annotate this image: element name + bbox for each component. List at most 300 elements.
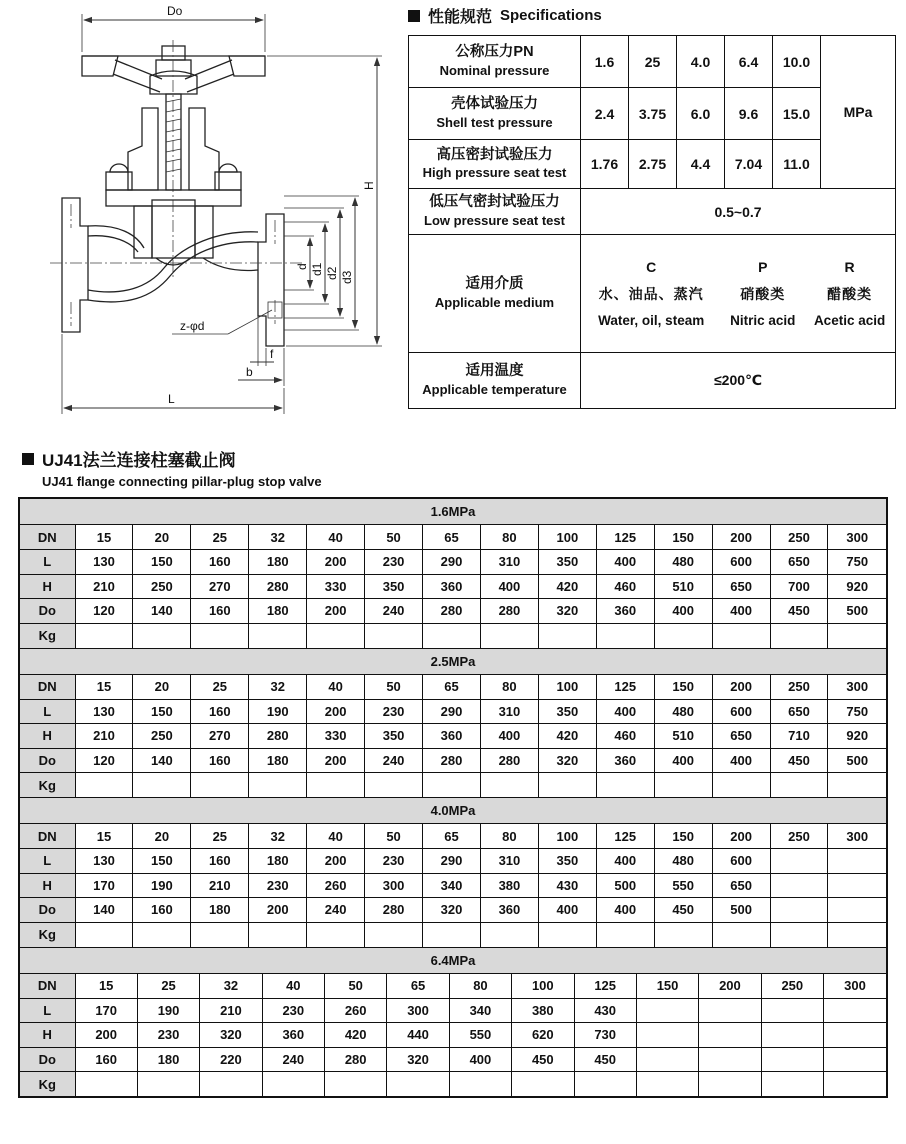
spec-value-cell: 0.5~0.7 <box>581 189 896 235</box>
spec-value-cell: 11.0 <box>773 140 821 189</box>
row-label-cell: DN <box>20 675 75 700</box>
dimension-value-cell: 420 <box>325 1023 387 1048</box>
dimension-value-cell: 290 <box>423 699 481 724</box>
pressure-class-header: 6.4MPa <box>20 948 886 974</box>
dimension-value-cell: 100 <box>538 675 596 700</box>
dimension-value-cell: 330 <box>307 724 365 749</box>
dimension-value-cell: 260 <box>307 873 365 898</box>
dimension-value-cell <box>596 922 654 947</box>
dimension-value-cell: 170 <box>75 873 133 898</box>
dimension-value-cell: 400 <box>480 724 538 749</box>
table-row <box>20 998 886 1023</box>
valve-drawing <box>22 0 402 438</box>
dimension-value-cell: 250 <box>770 675 828 700</box>
row-label-cell: Do <box>20 748 75 773</box>
top-section <box>0 0 906 438</box>
dimension-value-cell: 420 <box>538 574 596 599</box>
label-en: Low pressure seat test <box>424 212 565 228</box>
dimension-value-cell <box>596 773 654 798</box>
dimension-value-cell: 650 <box>770 699 828 724</box>
dimension-value-cell: 310 <box>480 849 538 874</box>
dimension-value-cell: 280 <box>480 748 538 773</box>
dimension-value-cell <box>249 623 307 648</box>
dimension-value-cell: 200 <box>75 1023 137 1048</box>
dimension-value-cell <box>137 1072 199 1097</box>
dimension-value-cell: 210 <box>75 574 133 599</box>
spec-value-cell: 9.6 <box>725 88 773 140</box>
dimension-value-cell <box>828 849 886 874</box>
dimension-value-cell <box>636 1047 698 1072</box>
dimension-value-cell: 230 <box>365 699 423 724</box>
dimension-value-cell: 20 <box>133 525 191 550</box>
dim-label-d3: d3 <box>340 270 354 284</box>
medium-code: R <box>844 259 855 275</box>
dimension-value-cell <box>75 922 133 947</box>
dimension-value-cell <box>770 922 828 947</box>
dimension-value-cell <box>824 1072 887 1097</box>
table-row <box>20 623 886 648</box>
dimension-value-cell: 650 <box>712 873 770 898</box>
table-row <box>20 1072 886 1097</box>
dimension-value-cell <box>699 1047 761 1072</box>
dimension-value-cell: 280 <box>480 599 538 624</box>
dimension-value-cell: 320 <box>200 1023 262 1048</box>
dimension-value-cell: 440 <box>387 1023 449 1048</box>
dimension-value-cell: 230 <box>137 1023 199 1048</box>
product-title-cn: UJ41法兰连接柱塞截止阀 <box>42 451 236 470</box>
dimension-value-cell: 20 <box>133 675 191 700</box>
dim-label-d2: d2 <box>325 266 339 280</box>
dimension-value-cell: 450 <box>574 1047 636 1072</box>
spec-value-cell: 2.4 <box>581 88 629 140</box>
dimension-value-cell <box>770 623 828 648</box>
dim-label-l: L <box>168 392 175 406</box>
dimension-value-cell: 260 <box>325 998 387 1023</box>
dimension-value-cell: 430 <box>538 873 596 898</box>
label-cn: 公称压力PN <box>455 44 534 61</box>
dimension-value-cell <box>538 623 596 648</box>
dimension-value-cell: 200 <box>712 525 770 550</box>
row-label-cell: H <box>20 724 75 749</box>
dimension-value-cell <box>636 1072 698 1097</box>
unit-cell: MPa <box>821 36 896 189</box>
dimension-value-cell <box>761 1047 823 1072</box>
dimension-value-cell: 25 <box>191 525 249 550</box>
dimension-value-cell: 350 <box>538 849 596 874</box>
dimension-value-cell: 100 <box>538 824 596 849</box>
dimension-value-cell: 50 <box>325 974 387 999</box>
specifications-title-cn: 性能规范 <box>428 9 493 26</box>
spec-value-cell: 6.4 <box>725 36 773 88</box>
dimension-value-cell <box>423 922 481 947</box>
table-row <box>20 550 886 575</box>
dim-label-d: d <box>295 263 309 270</box>
table-row <box>20 873 886 898</box>
dimension-value-cell: 180 <box>249 550 307 575</box>
label-en: Applicable temperature <box>422 381 567 397</box>
dimension-value-cell: 920 <box>828 574 886 599</box>
dimension-value-cell <box>654 773 712 798</box>
dimension-value-cell <box>824 1023 887 1048</box>
dimension-value-cell: 750 <box>828 699 886 724</box>
dimension-value-cell: 230 <box>249 873 307 898</box>
spec-value-cell: 6.0 <box>677 88 725 140</box>
dimension-value-cell: 450 <box>512 1047 574 1072</box>
dimension-value-cell: 150 <box>654 675 712 700</box>
dimension-value-cell: 310 <box>480 550 538 575</box>
dimension-value-cell: 140 <box>133 748 191 773</box>
row-label-cell: L <box>20 699 75 724</box>
spec-value-cell: 3.75 <box>629 88 677 140</box>
row-label-cell: DN <box>20 525 75 550</box>
spec-value-cell: 10.0 <box>773 36 821 88</box>
medium-code: P <box>758 259 768 275</box>
dimension-value-cell: 50 <box>365 525 423 550</box>
dimension-value-cell: 500 <box>596 873 654 898</box>
spec-row-label <box>409 353 581 409</box>
dimension-value-cell: 210 <box>191 873 249 898</box>
dimension-value-cell: 240 <box>365 599 423 624</box>
dimension-value-cell: 290 <box>423 849 481 874</box>
dimension-value-cell: 160 <box>75 1047 137 1072</box>
square-bullet-icon <box>22 453 34 465</box>
dimension-value-cell: 190 <box>137 998 199 1023</box>
row-label-cell: DN <box>20 974 75 999</box>
table-row <box>20 525 886 550</box>
dimension-value-cell: 400 <box>596 898 654 923</box>
medium-en: Nitric acid <box>730 313 796 328</box>
dimension-value-cell: 230 <box>365 849 423 874</box>
table-row <box>20 724 886 749</box>
dimension-value-cell: 50 <box>365 675 423 700</box>
dimension-value-cell: 500 <box>828 748 886 773</box>
dimension-value-cell <box>365 922 423 947</box>
row-label-cell: Kg <box>20 623 75 648</box>
dimension-value-cell: 450 <box>654 898 712 923</box>
spec-row-label <box>409 189 581 235</box>
product-title-en: UJ41 flange connecting pillar-plug stop valve <box>42 474 322 489</box>
dimension-value-cell: 240 <box>307 898 365 923</box>
dimension-value-cell: 15 <box>75 525 133 550</box>
dim-label-d1: d1 <box>310 262 324 276</box>
dimension-value-cell <box>770 849 828 874</box>
table-row <box>20 824 886 849</box>
dimension-value-cell: 400 <box>596 550 654 575</box>
label-en: Applicable medium <box>434 294 555 310</box>
dimension-value-cell: 360 <box>480 898 538 923</box>
dimension-value-cell: 190 <box>249 699 307 724</box>
dimension-value-cell: 330 <box>307 574 365 599</box>
dimension-value-cell: 65 <box>423 675 481 700</box>
dimension-value-cell: 250 <box>133 724 191 749</box>
dimension-value-cell: 710 <box>770 724 828 749</box>
dimension-value-cell: 460 <box>596 574 654 599</box>
dimension-value-cell <box>636 998 698 1023</box>
dimension-value-cell: 160 <box>191 699 249 724</box>
dimension-value-cell: 480 <box>654 849 712 874</box>
dimension-value-cell: 50 <box>365 824 423 849</box>
dimension-value-cell: 15 <box>75 974 137 999</box>
dimension-value-cell: 320 <box>387 1047 449 1072</box>
dimension-value-cell: 120 <box>75 748 133 773</box>
dimension-value-cell: 200 <box>307 849 365 874</box>
dimension-value-cell: 180 <box>137 1047 199 1072</box>
dimension-value-cell <box>133 623 191 648</box>
row-label-cell: Kg <box>20 922 75 947</box>
dimension-value-cell <box>761 998 823 1023</box>
dimension-value-cell: 920 <box>828 724 886 749</box>
pressure-class-header: 2.5MPa <box>20 649 886 675</box>
label-en: Nominal pressure <box>439 62 550 78</box>
label-en: High pressure seat test <box>422 165 567 181</box>
dimension-value-cell <box>761 1072 823 1097</box>
dimension-value-cell: 25 <box>191 824 249 849</box>
dimension-value-cell <box>828 623 886 648</box>
dimension-value-cell: 40 <box>262 974 324 999</box>
dimension-value-cell: 270 <box>191 574 249 599</box>
dimension-value-cell: 250 <box>761 974 823 999</box>
dimension-table <box>20 824 886 947</box>
dimension-value-cell <box>699 998 761 1023</box>
row-label-cell: H <box>20 574 75 599</box>
dimension-value-cell: 15 <box>75 675 133 700</box>
dimension-value-cell: 32 <box>249 525 307 550</box>
dimension-value-cell <box>480 773 538 798</box>
dimension-value-cell: 80 <box>480 525 538 550</box>
dimension-value-cell <box>307 922 365 947</box>
dimension-value-cell <box>191 773 249 798</box>
row-label-cell: L <box>20 550 75 575</box>
row-label-cell: Kg <box>20 773 75 798</box>
dimension-value-cell: 250 <box>770 824 828 849</box>
dimension-value-cell: 230 <box>365 550 423 575</box>
dimension-value-cell: 340 <box>449 998 511 1023</box>
dimension-value-cell <box>249 922 307 947</box>
medium-column-r <box>806 259 893 328</box>
dimension-value-cell: 200 <box>307 599 365 624</box>
dimension-value-cell: 180 <box>249 849 307 874</box>
dimension-value-cell <box>824 998 887 1023</box>
medium-cn: 硝酸类 <box>740 286 786 302</box>
medium-cn: 水、油品、蒸汽 <box>598 286 704 302</box>
dimension-value-cell: 160 <box>191 748 249 773</box>
dimension-value-cell: 360 <box>423 574 481 599</box>
dimension-value-cell: 600 <box>712 699 770 724</box>
dimension-value-cell: 280 <box>365 898 423 923</box>
dimension-value-cell: 32 <box>200 974 262 999</box>
dimension-value-cell <box>249 773 307 798</box>
dimension-value-cell <box>574 1072 636 1097</box>
table-row <box>20 675 886 700</box>
dimension-value-cell: 400 <box>449 1047 511 1072</box>
dimension-value-cell: 180 <box>191 898 249 923</box>
dimension-value-cell <box>133 773 191 798</box>
dimension-table-section <box>20 649 886 799</box>
dimension-value-cell: 320 <box>423 898 481 923</box>
table-row <box>20 849 886 874</box>
dimension-value-cell <box>538 773 596 798</box>
spec-row-label <box>409 88 581 140</box>
dimension-value-cell: 200 <box>307 550 365 575</box>
dimension-value-cell <box>423 773 481 798</box>
specifications-title-en: Specifications <box>500 7 602 24</box>
medium-en: Acetic acid <box>813 313 886 328</box>
dimension-value-cell: 180 <box>249 599 307 624</box>
dimension-value-cell <box>307 773 365 798</box>
dimension-value-cell: 300 <box>828 824 886 849</box>
dimension-value-cell: 350 <box>365 724 423 749</box>
dimension-value-cell <box>828 922 886 947</box>
dimension-value-cell <box>770 898 828 923</box>
dimension-value-cell: 400 <box>654 748 712 773</box>
dimension-value-cell: 450 <box>770 748 828 773</box>
dim-label-do: Do <box>167 4 183 18</box>
dimension-value-cell: 140 <box>75 898 133 923</box>
spec-row-label <box>409 235 581 353</box>
dimension-value-cell: 460 <box>596 724 654 749</box>
dimension-value-cell <box>512 1072 574 1097</box>
spec-value-cell: 15.0 <box>773 88 821 140</box>
dim-label-zd: z-φd <box>180 319 205 333</box>
dimension-value-cell: 500 <box>712 898 770 923</box>
medium-cn: 醋酸类 <box>827 286 873 302</box>
dimension-value-cell: 200 <box>699 974 761 999</box>
label-cn: 壳体试验压力 <box>451 96 538 113</box>
label-cn: 低压气密封试验压力 <box>429 194 560 211</box>
dimension-value-cell: 32 <box>249 824 307 849</box>
dimension-value-cell: 230 <box>262 998 324 1023</box>
dimension-value-cell: 80 <box>480 675 538 700</box>
dimension-value-cell: 40 <box>307 525 365 550</box>
spec-value-cell: 7.04 <box>725 140 773 189</box>
dimension-value-cell: 20 <box>133 824 191 849</box>
dimension-value-cell: 300 <box>365 873 423 898</box>
dimension-value-cell: 125 <box>596 525 654 550</box>
table-row <box>20 898 886 923</box>
dimension-value-cell: 80 <box>480 824 538 849</box>
dimension-value-cell: 280 <box>249 724 307 749</box>
dimension-value-cell: 320 <box>538 599 596 624</box>
dimension-value-cell: 200 <box>307 699 365 724</box>
table-row <box>20 699 886 724</box>
dimension-value-cell: 360 <box>596 748 654 773</box>
dimension-value-cell: 200 <box>712 824 770 849</box>
dimension-value-cell: 130 <box>75 550 133 575</box>
dimension-value-cell: 130 <box>75 849 133 874</box>
dimension-value-cell <box>828 898 886 923</box>
dimension-value-cell <box>712 623 770 648</box>
table-row <box>20 599 886 624</box>
dimension-value-cell: 500 <box>828 599 886 624</box>
dimension-value-cell: 290 <box>423 550 481 575</box>
dimension-value-cell: 250 <box>770 525 828 550</box>
dimension-value-cell: 160 <box>133 898 191 923</box>
dimension-value-cell <box>387 1072 449 1097</box>
dimension-value-cell <box>191 922 249 947</box>
label-en: Shell test pressure <box>436 114 553 130</box>
dimension-value-cell <box>699 1072 761 1097</box>
dimension-value-cell: 25 <box>191 675 249 700</box>
dimension-value-cell: 300 <box>828 675 886 700</box>
dimension-table <box>20 675 886 798</box>
table-row <box>20 1023 886 1048</box>
dimension-value-cell: 25 <box>137 974 199 999</box>
dimension-value-cell: 350 <box>538 699 596 724</box>
dimension-value-cell: 310 <box>480 699 538 724</box>
dimension-value-cell: 510 <box>654 574 712 599</box>
dimension-value-cell <box>828 873 886 898</box>
dimension-value-cell: 400 <box>596 699 654 724</box>
dimension-value-cell: 300 <box>828 525 886 550</box>
dimension-value-cell: 380 <box>480 873 538 898</box>
label-cn: 高压密封试验压力 <box>436 146 553 163</box>
table-row <box>409 235 896 353</box>
pressure-class-header: 1.6MPa <box>20 499 886 525</box>
dimension-value-cell: 400 <box>538 898 596 923</box>
specifications-title <box>408 4 898 27</box>
dimension-value-cell: 430 <box>574 998 636 1023</box>
row-label-cell: Do <box>20 898 75 923</box>
dimension-value-cell <box>770 773 828 798</box>
spec-value-cell: 4.0 <box>677 36 725 88</box>
dimension-value-cell: 65 <box>423 824 481 849</box>
table-row <box>20 773 886 798</box>
dimension-value-cell <box>423 623 481 648</box>
dimension-value-cell: 65 <box>423 525 481 550</box>
dimension-value-cell: 620 <box>512 1023 574 1048</box>
medium-cell <box>581 235 896 353</box>
dim-label-h: H <box>362 181 376 190</box>
dimension-value-cell: 350 <box>538 550 596 575</box>
dimension-value-cell: 480 <box>654 550 712 575</box>
row-label-cell: L <box>20 998 75 1023</box>
valve-cross-section-drawing <box>22 0 402 438</box>
dimension-value-cell: 550 <box>654 873 712 898</box>
dimension-value-cell: 280 <box>249 574 307 599</box>
dimension-value-cell: 160 <box>191 550 249 575</box>
dimension-value-cell: 130 <box>75 699 133 724</box>
dimension-value-cell: 200 <box>307 748 365 773</box>
dimension-value-cell <box>325 1072 387 1097</box>
table-row <box>20 974 886 999</box>
dimension-value-cell <box>538 922 596 947</box>
dimension-value-cell: 510 <box>654 724 712 749</box>
spec-value-cell: 1.76 <box>581 140 629 189</box>
spec-row-label <box>409 36 581 88</box>
dimension-value-cell: 380 <box>512 998 574 1023</box>
dimension-value-cell: 65 <box>387 974 449 999</box>
dimension-value-cell: 700 <box>770 574 828 599</box>
dimension-value-cell: 240 <box>262 1047 324 1072</box>
dimension-value-cell <box>365 623 423 648</box>
dimension-value-cell: 40 <box>307 824 365 849</box>
dimension-value-cell: 280 <box>325 1047 387 1072</box>
dimension-value-cell: 100 <box>538 525 596 550</box>
dimension-value-cell: 120 <box>75 599 133 624</box>
dimension-value-cell: 350 <box>365 574 423 599</box>
dimension-value-cell: 650 <box>712 724 770 749</box>
medium-grid <box>583 259 893 328</box>
dimension-value-cell: 360 <box>262 1023 324 1048</box>
dimension-value-cell: 250 <box>133 574 191 599</box>
spec-value-cell: 4.4 <box>677 140 725 189</box>
dimension-value-cell: 180 <box>249 748 307 773</box>
dim-label-f: f <box>270 347 274 361</box>
dimension-value-cell: 270 <box>191 724 249 749</box>
dimension-value-cell: 150 <box>654 525 712 550</box>
dimension-value-cell: 650 <box>770 550 828 575</box>
row-label-cell: L <box>20 849 75 874</box>
